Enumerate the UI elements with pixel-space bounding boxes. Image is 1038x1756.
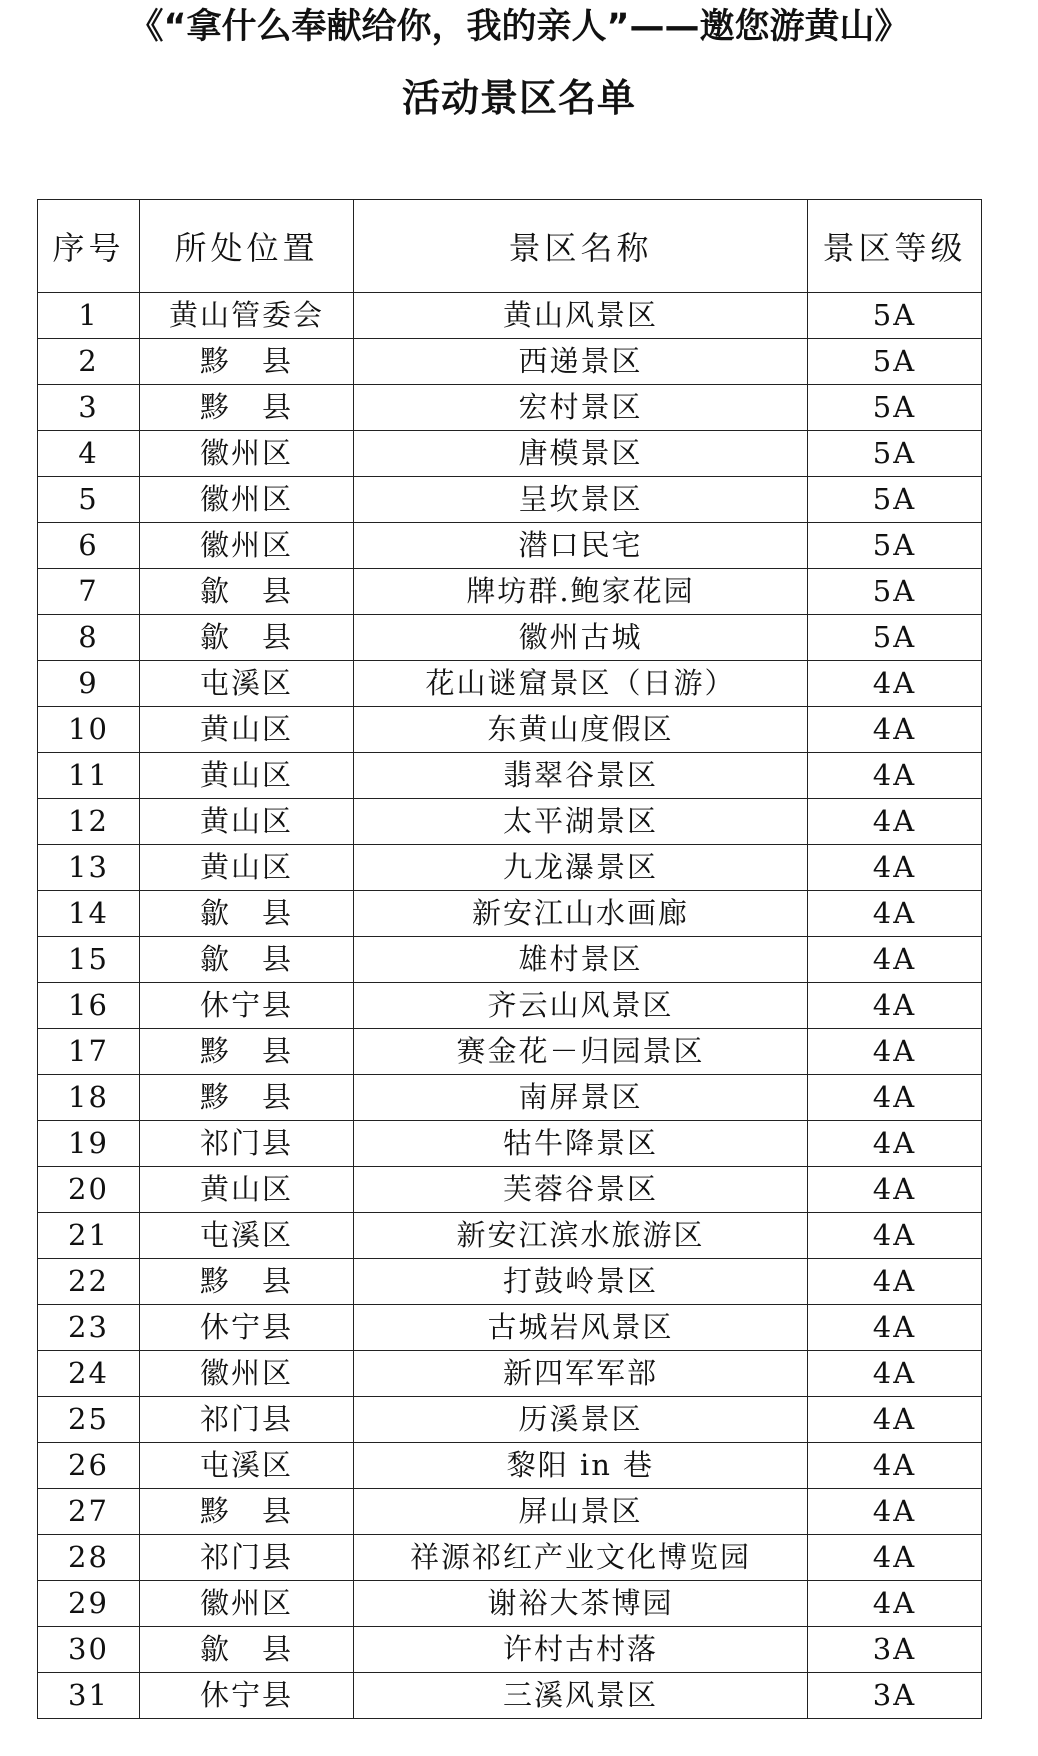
cell-serial-number: 31 bbox=[38, 1673, 140, 1719]
table-row bbox=[38, 615, 982, 661]
document-title: 《“拿什么奉献给你，我的亲人”——邀您游黄山》 bbox=[128, 7, 910, 47]
table-row bbox=[38, 431, 982, 477]
cell-grade: 3A bbox=[808, 1673, 982, 1719]
cell-scenic-name: 雄村景区 bbox=[354, 937, 808, 983]
cell-scenic-name: 呈坎景区 bbox=[354, 477, 808, 523]
cell-location: 黄山区 bbox=[140, 1167, 354, 1213]
cell-location: 徽州区 bbox=[140, 431, 354, 477]
cell-scenic-name: 宏村景区 bbox=[354, 385, 808, 431]
cell-grade: 4A bbox=[808, 799, 982, 845]
cell-location: 祁门县 bbox=[140, 1397, 354, 1443]
cell-scenic-name: 齐云山风景区 bbox=[354, 983, 808, 1029]
cell-location: 歙 县 bbox=[140, 937, 354, 983]
cell-serial-number: 2 bbox=[38, 339, 140, 385]
table-row bbox=[38, 385, 982, 431]
cell-serial-number: 4 bbox=[38, 431, 140, 477]
cell-serial-number: 19 bbox=[38, 1121, 140, 1167]
cell-location: 黄山区 bbox=[140, 845, 354, 891]
scenic-area-table bbox=[37, 199, 982, 1719]
cell-location: 黄山管委会 bbox=[140, 293, 354, 339]
cell-grade: 4A bbox=[808, 707, 982, 753]
cell-serial-number: 9 bbox=[38, 661, 140, 707]
cell-location: 歙 县 bbox=[140, 1627, 354, 1673]
table-row bbox=[38, 707, 982, 753]
cell-location: 歙 县 bbox=[140, 569, 354, 615]
table-row bbox=[38, 1581, 982, 1627]
cell-scenic-name: 屏山景区 bbox=[354, 1489, 808, 1535]
cell-serial-number: 25 bbox=[38, 1397, 140, 1443]
table-row bbox=[38, 339, 982, 385]
cell-serial-number: 18 bbox=[38, 1075, 140, 1121]
cell-serial-number: 26 bbox=[38, 1443, 140, 1489]
header-serial-number: 序号 bbox=[38, 200, 140, 293]
cell-grade: 4A bbox=[808, 1121, 982, 1167]
cell-scenic-name: 黎阳 in 巷 bbox=[354, 1443, 808, 1489]
cell-location: 休宁县 bbox=[140, 983, 354, 1029]
cell-scenic-name: 新安江山水画廊 bbox=[354, 891, 808, 937]
cell-scenic-name: 许村古村落 bbox=[354, 1627, 808, 1673]
table-header-row bbox=[38, 200, 982, 293]
table-body bbox=[38, 293, 982, 1719]
cell-location: 徽州区 bbox=[140, 1351, 354, 1397]
cell-grade: 4A bbox=[808, 1351, 982, 1397]
table-row bbox=[38, 983, 982, 1029]
cell-grade: 5A bbox=[808, 339, 982, 385]
table-row bbox=[38, 523, 982, 569]
cell-grade: 5A bbox=[808, 293, 982, 339]
cell-scenic-name: 九龙瀑景区 bbox=[354, 845, 808, 891]
cell-grade: 5A bbox=[808, 431, 982, 477]
cell-scenic-name: 徽州古城 bbox=[354, 615, 808, 661]
cell-scenic-name: 赛金花－归园景区 bbox=[354, 1029, 808, 1075]
cell-grade: 4A bbox=[808, 937, 982, 983]
cell-location: 黟 县 bbox=[140, 1489, 354, 1535]
cell-scenic-name: 祥源祁红产业文化博览园 bbox=[354, 1535, 808, 1581]
table-row bbox=[38, 1121, 982, 1167]
cell-serial-number: 3 bbox=[38, 385, 140, 431]
cell-scenic-name: 翡翠谷景区 bbox=[354, 753, 808, 799]
table-row bbox=[38, 1535, 982, 1581]
table-row bbox=[38, 845, 982, 891]
table-row bbox=[38, 1075, 982, 1121]
cell-grade: 5A bbox=[808, 523, 982, 569]
cell-location: 黟 县 bbox=[140, 1259, 354, 1305]
cell-scenic-name: 东黄山度假区 bbox=[354, 707, 808, 753]
cell-serial-number: 10 bbox=[38, 707, 140, 753]
cell-scenic-name: 谢裕大茶博园 bbox=[354, 1581, 808, 1627]
cell-scenic-name: 潜口民宅 bbox=[354, 523, 808, 569]
cell-location: 祁门县 bbox=[140, 1535, 354, 1581]
cell-location: 休宁县 bbox=[140, 1305, 354, 1351]
cell-location: 徽州区 bbox=[140, 523, 354, 569]
table-row bbox=[38, 1167, 982, 1213]
table-row bbox=[38, 891, 982, 937]
cell-grade: 4A bbox=[808, 891, 982, 937]
cell-grade: 5A bbox=[808, 615, 982, 661]
table-row bbox=[38, 1029, 982, 1075]
cell-serial-number: 16 bbox=[38, 983, 140, 1029]
table-header bbox=[38, 200, 982, 293]
cell-location: 屯溪区 bbox=[140, 1443, 354, 1489]
cell-scenic-name: 牌坊群.鲍家花园 bbox=[354, 569, 808, 615]
cell-scenic-name: 黄山风景区 bbox=[354, 293, 808, 339]
cell-grade: 3A bbox=[808, 1627, 982, 1673]
cell-grade: 4A bbox=[808, 1443, 982, 1489]
cell-grade: 5A bbox=[808, 385, 982, 431]
cell-location: 黟 县 bbox=[140, 339, 354, 385]
cell-scenic-name: 花山谜窟景区（日游） bbox=[354, 661, 808, 707]
cell-scenic-name: 古城岩风景区 bbox=[354, 1305, 808, 1351]
cell-grade: 4A bbox=[808, 661, 982, 707]
cell-serial-number: 22 bbox=[38, 1259, 140, 1305]
header-grade: 景区等级 bbox=[808, 200, 982, 293]
table-row bbox=[38, 1259, 982, 1305]
cell-serial-number: 6 bbox=[38, 523, 140, 569]
cell-location: 黄山区 bbox=[140, 753, 354, 799]
cell-grade: 4A bbox=[808, 753, 982, 799]
table-row bbox=[38, 1397, 982, 1443]
table-row bbox=[38, 1213, 982, 1259]
cell-scenic-name: 历溪景区 bbox=[354, 1397, 808, 1443]
table-row bbox=[38, 569, 982, 615]
cell-grade: 4A bbox=[808, 1259, 982, 1305]
cell-location: 黟 县 bbox=[140, 1029, 354, 1075]
table-row bbox=[38, 1351, 982, 1397]
cell-scenic-name: 新四军军部 bbox=[354, 1351, 808, 1397]
cell-scenic-name: 西递景区 bbox=[354, 339, 808, 385]
cell-serial-number: 23 bbox=[38, 1305, 140, 1351]
cell-location: 歙 县 bbox=[140, 615, 354, 661]
cell-grade: 4A bbox=[808, 1535, 982, 1581]
cell-location: 屯溪区 bbox=[140, 1213, 354, 1259]
cell-serial-number: 20 bbox=[38, 1167, 140, 1213]
table-row bbox=[38, 799, 982, 845]
table-row bbox=[38, 753, 982, 799]
cell-grade: 4A bbox=[808, 1581, 982, 1627]
cell-location: 黟 县 bbox=[140, 385, 354, 431]
cell-location: 祁门县 bbox=[140, 1121, 354, 1167]
cell-scenic-name: 太平湖景区 bbox=[354, 799, 808, 845]
table-row bbox=[38, 293, 982, 339]
cell-scenic-name: 新安江滨水旅游区 bbox=[354, 1213, 808, 1259]
cell-serial-number: 12 bbox=[38, 799, 140, 845]
cell-serial-number: 28 bbox=[38, 1535, 140, 1581]
cell-serial-number: 7 bbox=[38, 569, 140, 615]
cell-serial-number: 17 bbox=[38, 1029, 140, 1075]
cell-grade: 4A bbox=[808, 983, 982, 1029]
table-row bbox=[38, 477, 982, 523]
cell-grade: 5A bbox=[808, 477, 982, 523]
cell-scenic-name: 打鼓岭景区 bbox=[354, 1259, 808, 1305]
table-row bbox=[38, 661, 982, 707]
cell-grade: 4A bbox=[808, 1397, 982, 1443]
cell-serial-number: 15 bbox=[38, 937, 140, 983]
header-scenic-name: 景区名称 bbox=[354, 200, 808, 293]
cell-serial-number: 8 bbox=[38, 615, 140, 661]
cell-location: 徽州区 bbox=[140, 477, 354, 523]
cell-serial-number: 5 bbox=[38, 477, 140, 523]
cell-location: 黟 县 bbox=[140, 1075, 354, 1121]
cell-grade: 4A bbox=[808, 1213, 982, 1259]
cell-grade: 4A bbox=[808, 1489, 982, 1535]
cell-location: 歙 县 bbox=[140, 891, 354, 937]
table-row bbox=[38, 1627, 982, 1673]
cell-scenic-name: 芙蓉谷景区 bbox=[354, 1167, 808, 1213]
document-subtitle: 活动景区名单 bbox=[401, 76, 636, 120]
cell-location: 徽州区 bbox=[140, 1581, 354, 1627]
cell-serial-number: 14 bbox=[38, 891, 140, 937]
cell-serial-number: 24 bbox=[38, 1351, 140, 1397]
cell-grade: 5A bbox=[808, 569, 982, 615]
cell-grade: 4A bbox=[808, 1029, 982, 1075]
cell-scenic-name: 三溪风景区 bbox=[354, 1673, 808, 1719]
table-row bbox=[38, 1305, 982, 1351]
cell-serial-number: 13 bbox=[38, 845, 140, 891]
cell-location: 屯溪区 bbox=[140, 661, 354, 707]
cell-location: 黄山区 bbox=[140, 707, 354, 753]
cell-location: 黄山区 bbox=[140, 799, 354, 845]
table-row bbox=[38, 1443, 982, 1489]
cell-grade: 4A bbox=[808, 1075, 982, 1121]
cell-grade: 4A bbox=[808, 845, 982, 891]
cell-grade: 4A bbox=[808, 1167, 982, 1213]
cell-location: 休宁县 bbox=[140, 1673, 354, 1719]
cell-serial-number: 11 bbox=[38, 753, 140, 799]
cell-serial-number: 27 bbox=[38, 1489, 140, 1535]
cell-scenic-name: 南屏景区 bbox=[354, 1075, 808, 1121]
cell-serial-number: 30 bbox=[38, 1627, 140, 1673]
table-row bbox=[38, 1673, 982, 1719]
cell-scenic-name: 唐模景区 bbox=[354, 431, 808, 477]
cell-serial-number: 21 bbox=[38, 1213, 140, 1259]
header-location: 所处位置 bbox=[140, 200, 354, 293]
cell-serial-number: 1 bbox=[38, 293, 140, 339]
table-row bbox=[38, 937, 982, 983]
cell-grade: 4A bbox=[808, 1305, 982, 1351]
cell-serial-number: 29 bbox=[38, 1581, 140, 1627]
cell-scenic-name: 牯牛降景区 bbox=[354, 1121, 808, 1167]
table-row bbox=[38, 1489, 982, 1535]
